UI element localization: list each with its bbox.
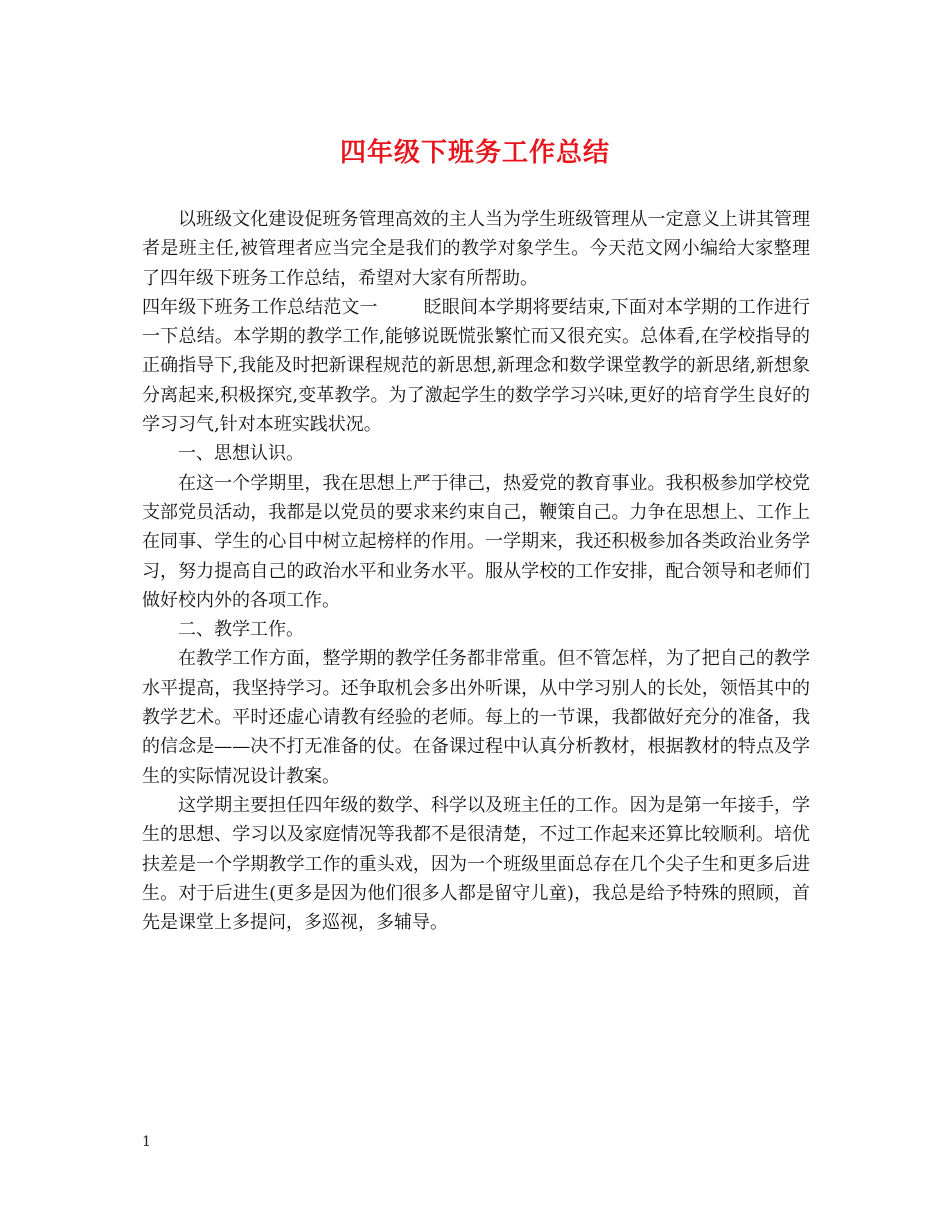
page-title: 四年级下班务工作总结 bbox=[339, 138, 610, 168]
sample-text: 眨眼间本学期将要结束,下面对本学期的工作进行一下总结。本学期的教学工作,能够说既慌张繁忙而又很充实。总体看,在学校指导的正确指导下,我能及时把新课程规范的新思想,新理念和数学课堂教学的新思绪,新想象分离起来,积极探究,变革教学。为了激起学生的数学学习兴味,更好的培育学生良好的学习习气,针对本班实践状况。 bbox=[142, 296, 810, 436]
section-heading-2: 二、教学工作。 bbox=[178, 619, 304, 641]
page-number: 1 bbox=[142, 1134, 151, 1150]
intro-paragraph: 以班级文化建设促班务管理高效的主人当为学生班级管理从一定意义上讲其管理者是班主任,被管理者应当完全是我们的教学对象学生。今天范文网小编给大家整理了四年级下班务工作总结，希望对大家有所帮助。 bbox=[142, 209, 810, 289]
document-body bbox=[142, 205, 810, 937]
section-heading-1: 一、思想认识。 bbox=[178, 443, 304, 465]
section-paragraph-2b: 这学期主要担任四年级的数学、科学以及班主任的工作。因为是第一年接手，学生的思想、学习以及家庭情况等我都不是很清楚，不过工作起来还算比较顺利。培优扶差是一个学期教学工作的重头戏，因为一个班级里面总存在几个尖子生和更多后进生。对于后进生(更多是因为他们很多人都是留守儿童)，我总是给予特殊的照顾，首先是课堂上多提问，多巡视，多辅导。 bbox=[142, 794, 810, 934]
section-paragraph-1: 在这一个学期里，我在思想上严于律己，热爱党的教育事业。我积极参加学校党支部党员活动，我都是以党员的要求来约束自己，鞭策自己。力争在思想上、工作上在同事、学生的心目中树立起榜样的作用。一学期来，我还积极参加各类政治业务学习，努力提高自己的政治水平和业务水平。服从学校的工作安排，配合领导和老师们做好校内外的各项工作。 bbox=[142, 472, 810, 611]
section-paragraph-2a: 在教学工作方面，整学期的教学任务都非常重。但不管怎样，为了把自己的教学水平提高，我坚持学习。还争取机会多出外听课，从中学习别人的长处，领悟其中的教学艺术。平时还虚心请教有经验的老师。每上的一节课，我都做好充分的准备，我的信念是——决不打无准备的仗。在备课过程中认真分析教材，根据教材的特点及学生的实际情况设计教案。 bbox=[142, 648, 810, 787]
sample-paragraph bbox=[142, 293, 810, 439]
sample-label: 四年级下班务工作总结范文一 bbox=[142, 296, 378, 318]
